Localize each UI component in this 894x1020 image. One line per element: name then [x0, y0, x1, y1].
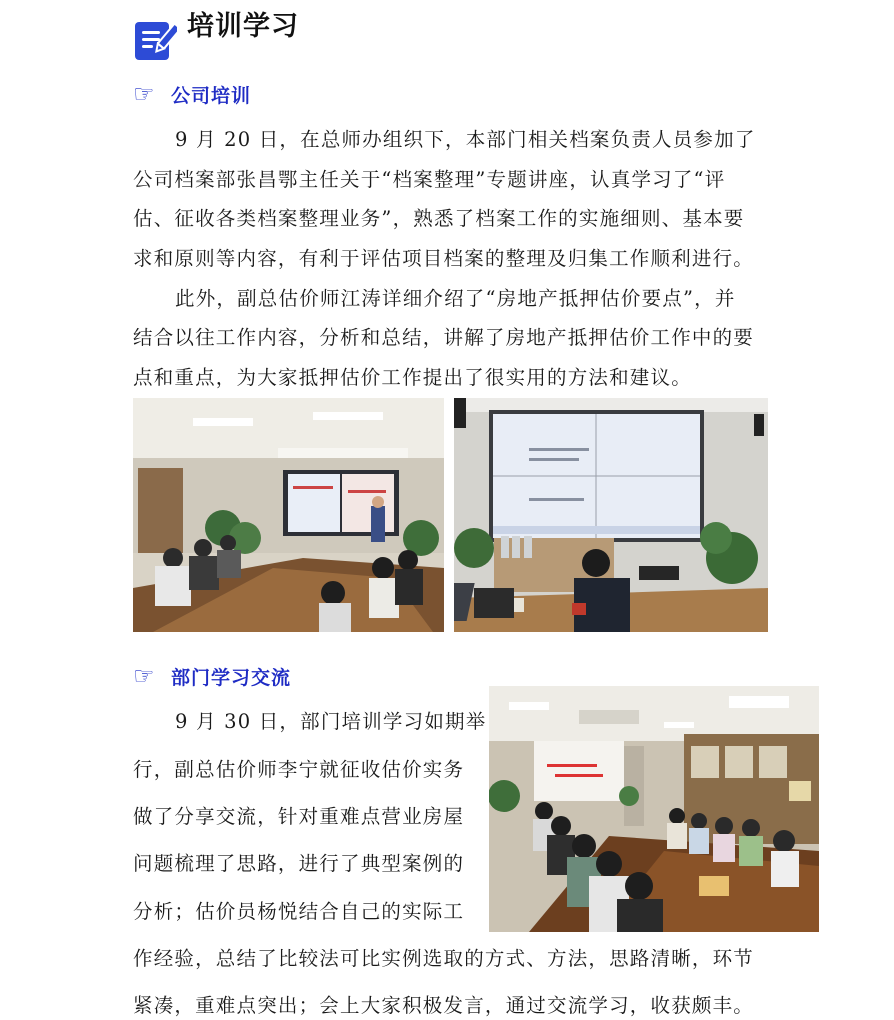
paragraph-line: 估、征收各类档案整理业务”，熟悉了档案工作的实施细则、基本要 — [133, 207, 745, 230]
paragraph-line: 9 月 30 日，部门培训学习如期举 — [175, 710, 487, 733]
section-heading-dept-study — [133, 661, 291, 691]
paragraph-line: 结合以往工作内容，分析和总结，讲解了房地产抵押估价工作中的要 — [133, 326, 755, 349]
page-title: 培训学习 — [187, 11, 299, 42]
training-photo-2 — [454, 398, 768, 632]
paragraph-line: 行，副总估价师李宁就征收估价实务 — [133, 758, 465, 781]
section-title: 公司培训 — [171, 84, 252, 107]
section-heading-company-training — [133, 79, 251, 109]
paragraph-line: 此外，副总估价师江涛详细介绍了“房地产抵押估价要点”，并 — [175, 287, 736, 310]
paragraph-line: 点和重点，为大家抵押估价工作提出了很实用的方法和建议。 — [133, 366, 692, 389]
pointing-hand-icon: ☞ — [133, 80, 155, 108]
paragraph-line: 紧凑，重难点突出；会上大家积极发言，通过交流学习，收获颇丰。 — [133, 994, 755, 1017]
paragraph-line: 分析；估价员杨悦结合自己的实际工 — [133, 900, 465, 923]
edit-document-icon — [133, 18, 177, 62]
paragraph-line: 求和原则等内容，有利于评估项目档案的整理及归集工作顺利进行。 — [133, 247, 755, 270]
meeting-photo — [489, 686, 819, 932]
paragraph-line: 公司档案部张昌鄂主任关于“档案整理”专题讲座，认真学习了“评 — [133, 168, 726, 191]
training-photo-1 — [133, 398, 444, 632]
paragraph-line: 问题梳理了思路，进行了典型案例的 — [133, 852, 465, 875]
section-title: 部门学习交流 — [171, 666, 292, 689]
paragraph-line: 做了分享交流，针对重难点营业房屋 — [133, 805, 465, 828]
pointing-hand-icon: ☞ — [133, 662, 155, 690]
paragraph-line: 9 月 20 日，在总师办组织下，本部门相关档案负责人员参加了 — [175, 128, 756, 151]
paragraph-line: 作经验，总结了比较法可比实例选取的方式、方法，思路清晰，环节 — [133, 947, 755, 970]
